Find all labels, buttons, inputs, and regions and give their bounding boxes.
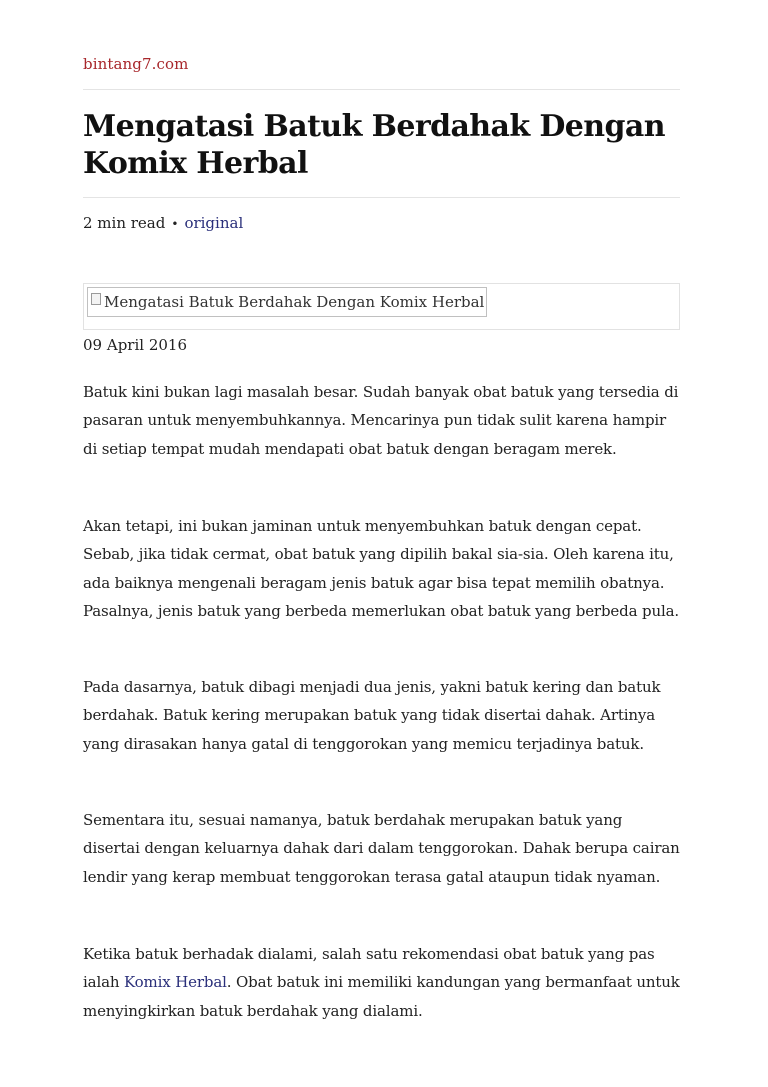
article-figure [83,283,680,330]
article-title: Mengatasi Batuk Berdahak Dengan Komix Herbal [83,109,665,181]
broken-image [87,287,487,317]
paragraph: Batuk kini bukan lagi masalah besar. Sudah banyak obat batuk yang tersedia di pasaran untuk menyembuhkannya. Mencarinya pun tidak sulit karena hampir di setiap tempat mudah mendapati obat batuk dengan beragam merek. [83,383,679,458]
komix-herbal-link[interactable]: Komix Herbal [124,973,227,992]
title-divider [83,197,680,198]
read-time: 2 min read [83,214,166,232]
broken-image-icon [91,293,101,305]
paragraph: Sementara itu, sesuai namanya, batuk berdahak merupakan batuk yang disertai dengan keluarnya dahak dari dalam tenggorokan. Dahak berupa cairan lendir yang kerap membuat tenggorokan terasa gatal ataupun tidak nyaman. [83,811,680,886]
original-link[interactable]: original [184,214,244,232]
header-divider [83,89,680,90]
paragraph-last [83,940,680,1025]
paragraph: Akan tetapi, ini bukan jaminan untuk menyembuhkan batuk dengan cepat. Sebab, jika tidak cermat, obat batuk yang dipilih bakal sia-sia. Oleh karena itu, ada baiknya mengenali beragam jenis batuk agar bisa tepat memilih obatnya. Pasalnya, jenis batuk yang berbeda memerlukan obat batuk yang berbeda pula. [83,517,680,620]
article-meta [83,214,243,232]
image-alt-text: Mengatasi Batuk Berdahak Dengan Komix Herbal [104,293,485,311]
paragraph-text: . Obat batuk ini memiliki kandungan yang bermanfaat untuk menyingkirkan batuk berdahak yang dialami. [83,973,680,1020]
paragraph: Pada dasarnya, batuk dibagi menjadi dua jenis, yakni batuk kering dan batuk berdahak. Batuk kering merupakan batuk yang tidak disertai dahak. Artinya yang dirasakan hanya gatal di tenggorokan yang memicu terjadinya batuk. [83,678,661,753]
meta-separator: • [171,217,179,231]
article-date: 09 April 2016 [83,336,187,354]
site-link[interactable]: bintang7.com [83,55,189,73]
paragraph-text: Ketika batuk berhadak dialami, salah satu rekomendasi obat batuk yang pas ialah [83,945,655,992]
